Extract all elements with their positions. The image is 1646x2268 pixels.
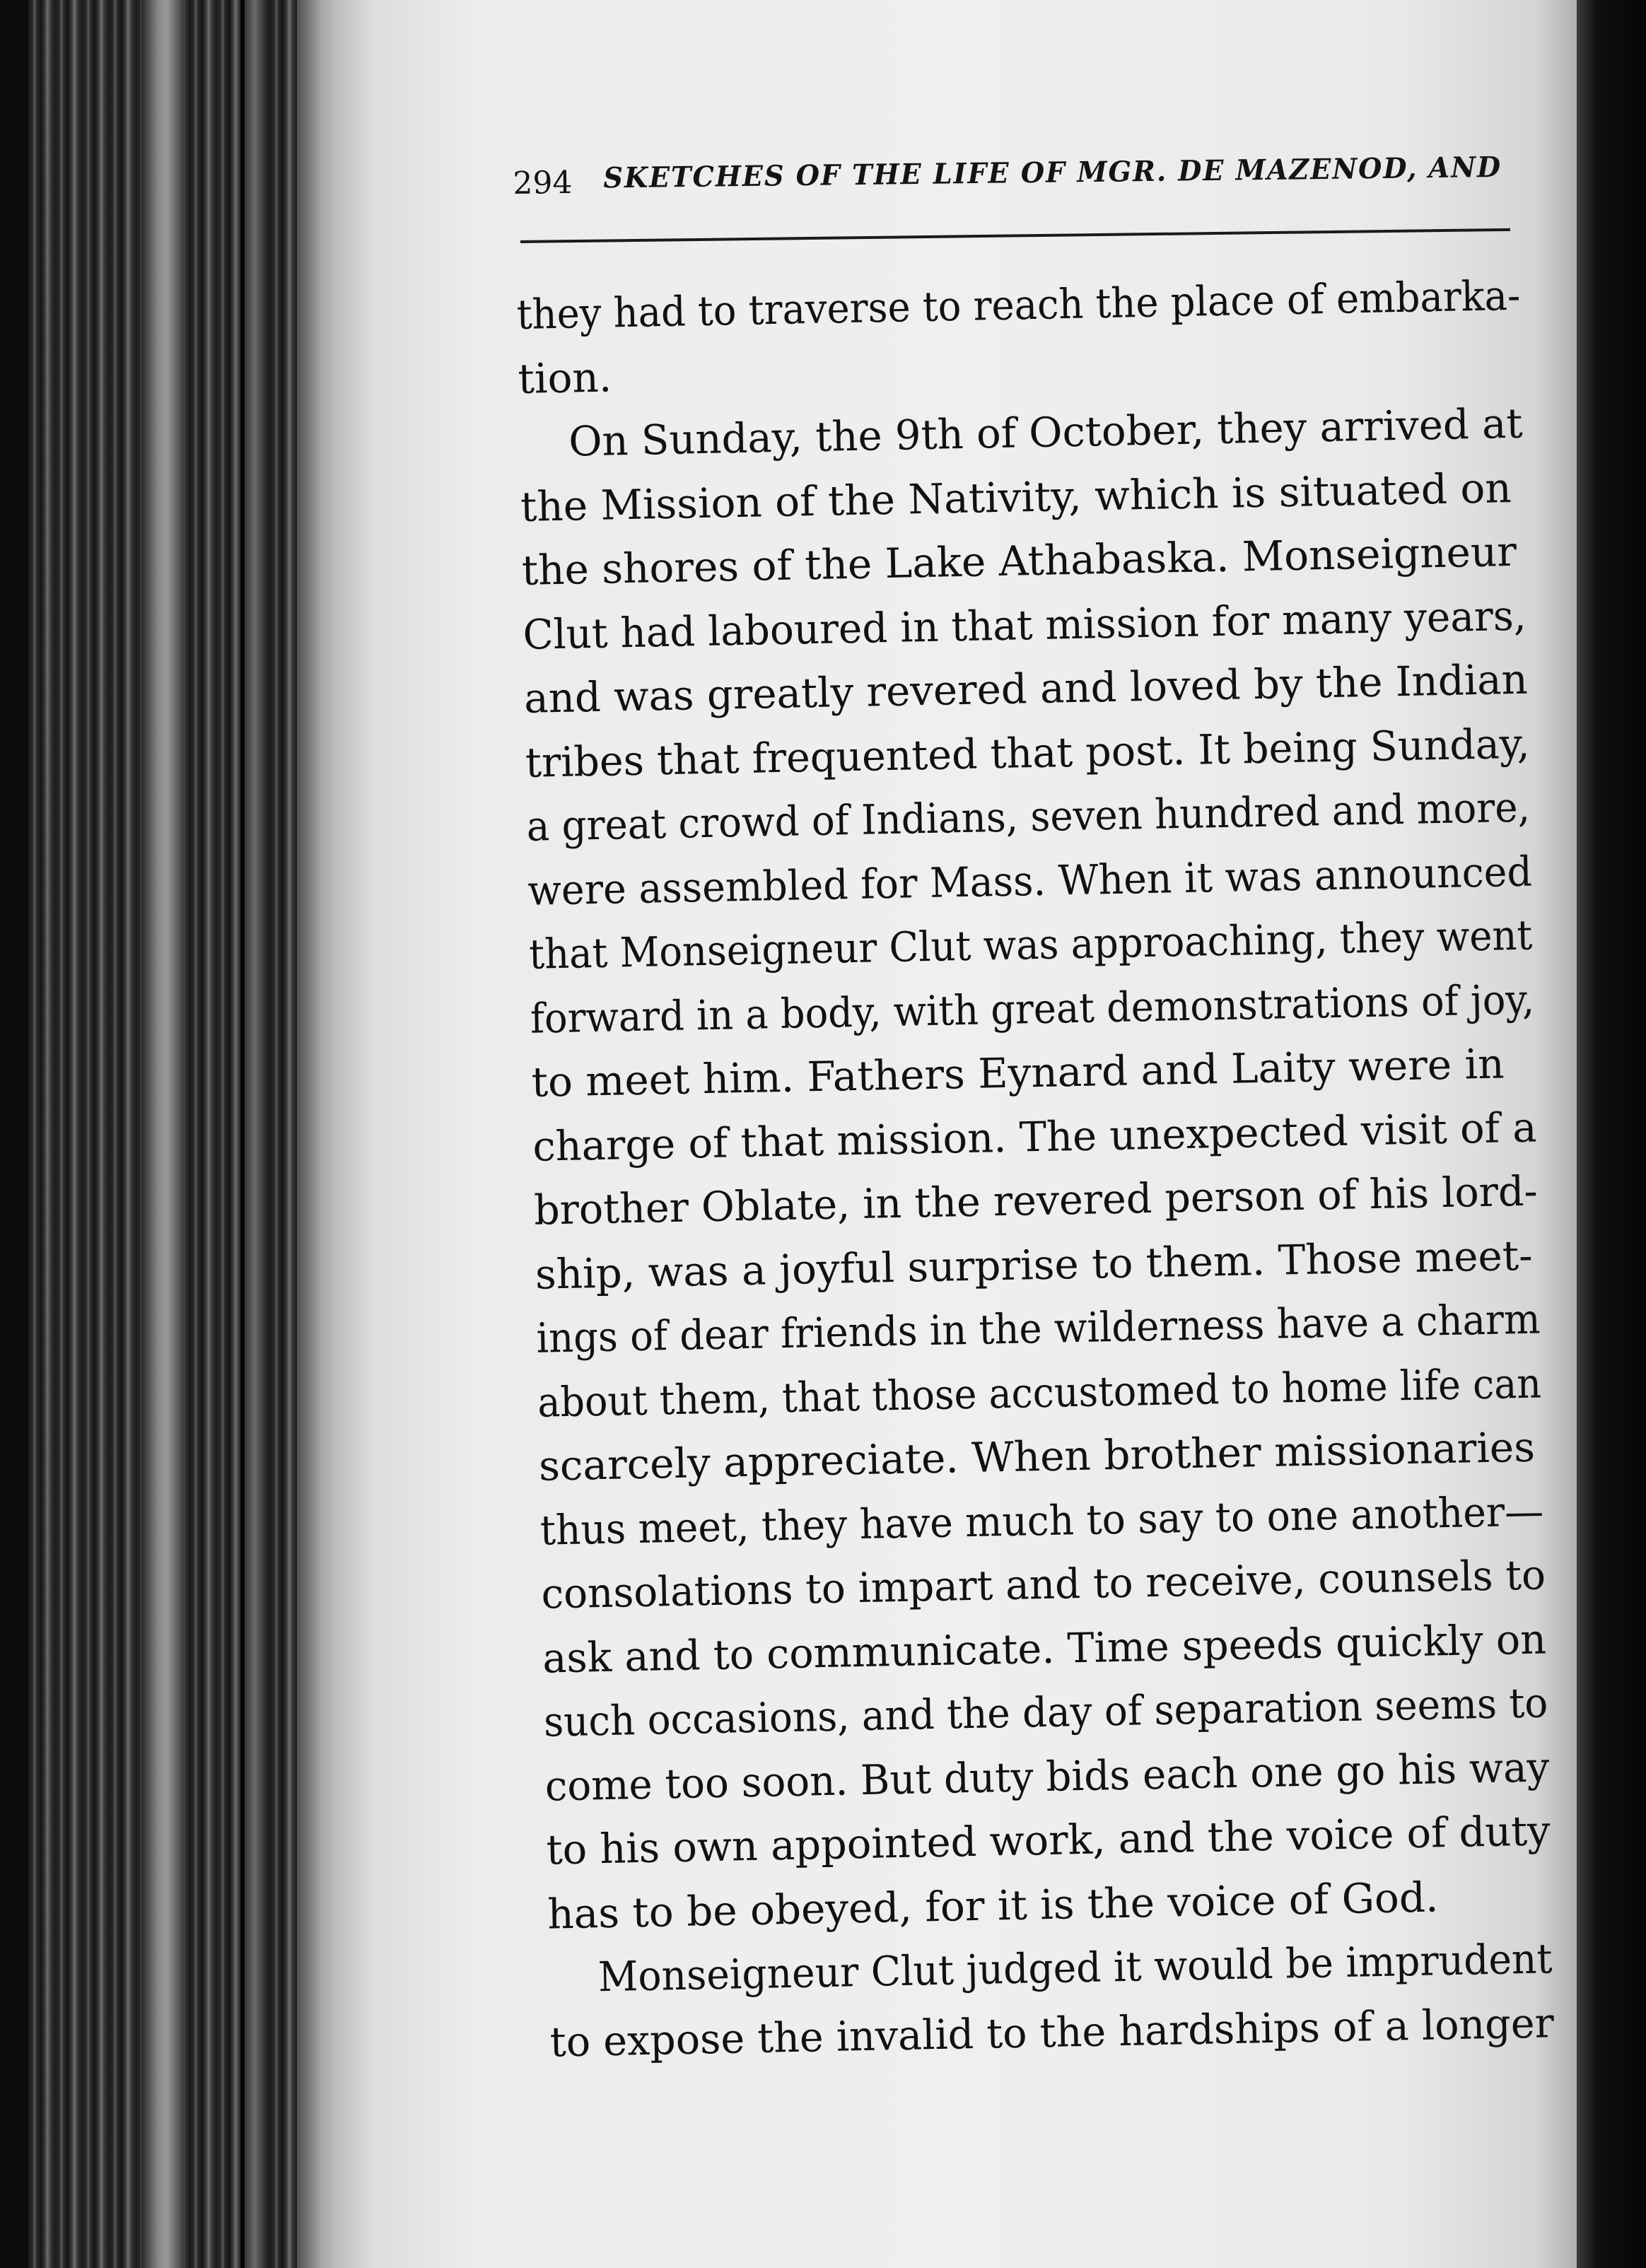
book-page-edges xyxy=(28,0,332,2268)
text-line: has to be obeyed, for it is the voice of God. xyxy=(547,1872,1440,1939)
text-line: the shores of the Lake Athabaska. Monseigneur xyxy=(521,527,1517,595)
text-line: tion. xyxy=(517,352,612,403)
text-line: ship, was a joyful surprise to them. Those meet- xyxy=(535,1231,1534,1299)
text-line: come too soon. But duty bids each one go his way xyxy=(544,1742,1550,1811)
page-edge-band xyxy=(240,0,245,2268)
text-line: to meet him. Fathers Eynard and Laity were in xyxy=(531,1039,1505,1106)
text-line: a great crowd of Indians, seven hundred and more, xyxy=(526,783,1531,850)
right-border xyxy=(1577,0,1646,2268)
text-line: the Mission of the Nativity, which is situated on xyxy=(520,463,1512,531)
running-header xyxy=(513,145,1503,214)
text-line: forward in a body, with great demonstrations of joy, xyxy=(530,975,1535,1043)
text-line: scarcely appreciate. When brother missionaries xyxy=(538,1422,1536,1490)
text-line: Clut had laboured in that mission for many years, xyxy=(522,591,1527,659)
text-line: tribes that frequented that post. It being Sunday, xyxy=(525,719,1531,787)
text-line: such occasions, and the day of separation seems to xyxy=(543,1678,1548,1746)
text-line: they had to traverse to reach the place of embarka- xyxy=(516,271,1521,339)
text-line: that Monseigneur Clut was approaching, they went xyxy=(528,911,1533,978)
text-line: consolations to impart and to receive, counsels to xyxy=(540,1550,1546,1618)
text-line: to his own appointed work, and the voice of duty xyxy=(545,1806,1551,1874)
text-line: brother Oblate, in the revered person of his lord- xyxy=(533,1167,1539,1234)
text-line: to expose the invalid to the hardships of a longer xyxy=(549,1998,1555,2067)
running-title: SKETCHES OF THE LIFE OF MGR. DE MAZENOD, AND xyxy=(603,150,1502,195)
text-line: and was greatly revered and loved by the Indian xyxy=(523,655,1529,723)
text-line: ings of dear friends in the wilderness have a charm xyxy=(536,1294,1541,1362)
text-line: were assembled for Mass. When it was announced xyxy=(527,847,1533,915)
page-edge-band xyxy=(141,0,184,2268)
text-line: thus meet, they have much to say to one another— xyxy=(539,1486,1544,1555)
page-number: 294 xyxy=(513,164,573,201)
text-line: ask and to communicate. Time speeds quickly on xyxy=(542,1614,1547,1683)
text-line: Monseigneur Clut judged it would be imprudent xyxy=(597,1934,1553,2001)
text-line: On Sunday, the 9th of October, they arrived at xyxy=(568,399,1524,466)
text-line: charge of that mission. The unexpected visit of a xyxy=(532,1103,1538,1171)
page-edge-band xyxy=(240,0,269,2268)
text-line: about them, that those accustomed to home life can xyxy=(537,1358,1542,1427)
